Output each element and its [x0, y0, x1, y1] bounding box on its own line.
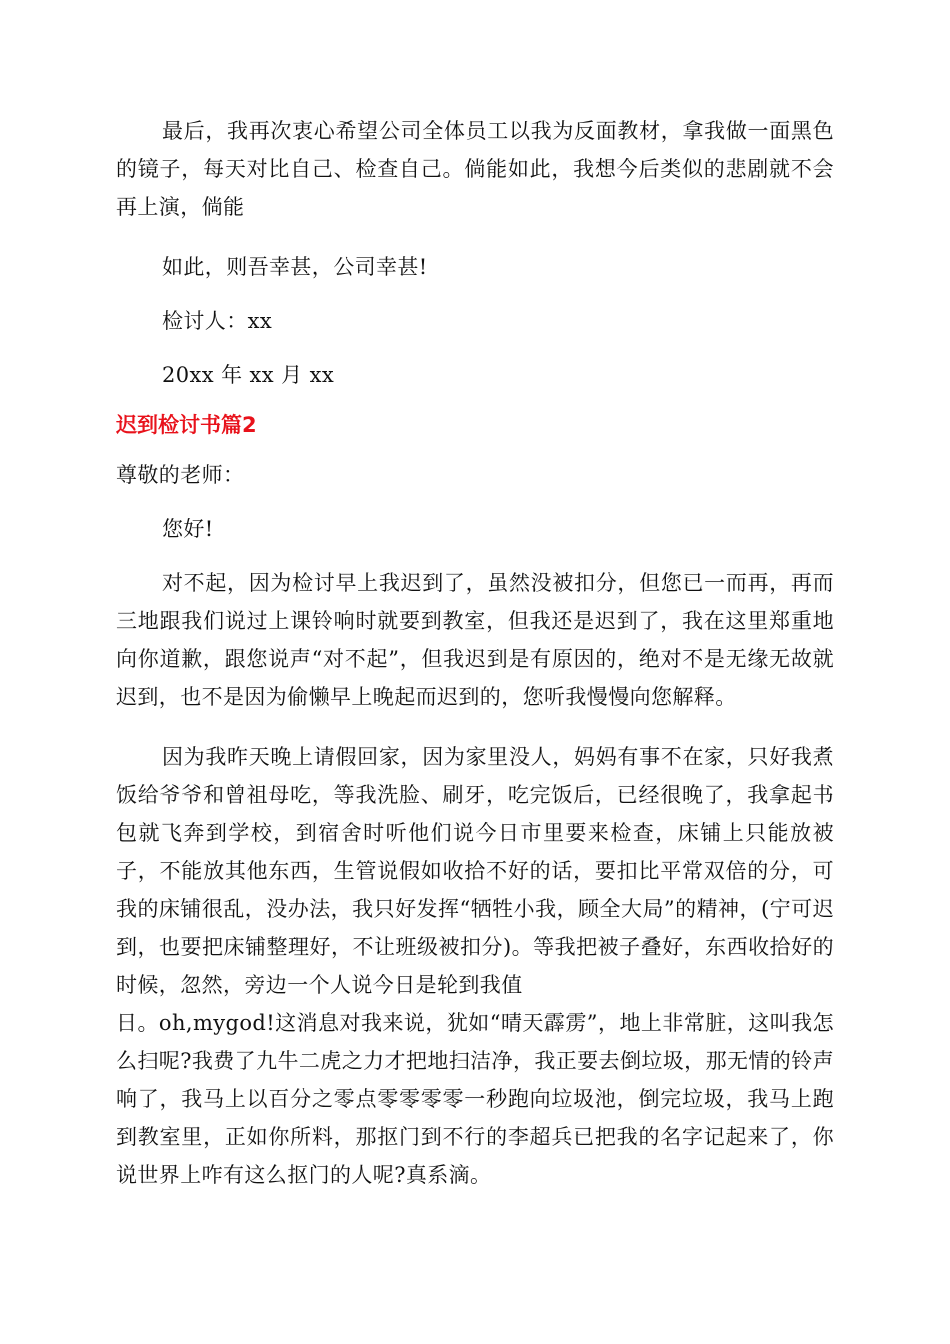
body-paragraph-duty: 日。oh,mygod!这消息对我来说，犹如“晴天霹雳”，地上非常脏，这叫我怎么扫呢?我费了九牛二虎之力才把地扫洁净，我正要去倒垃圾，那无情的铃声响了，我马上以百分之零点零零零零一秒跑向垃圾池，倒完垃圾，我马上跑到教室里，正如你所料，那抠门到不行的李超兵已把我的名字记起来了，你说世界上咋有这么抠门的人呢?真系滴。: [116, 1011, 834, 1187]
body-paragraph-reason: 因为我昨天晚上请假回家，因为家里没人，妈妈有事不在家，只好我煮饭给爷爷和曾祖母吃，等我洗脸、刷牙，吃完饭后，已经很晚了，我拿起书包就飞奔到学校，到宿舍时听他们说今日市里要来检查，床铺上只能放被子，不能放其他东西，生管说假如收拾不好的话，要扣比平常双倍的分，可我的床铺很乱，没办法，我只好发挥“牺牲小我，顾全大局”的精神，(宁可迟到，也要把床铺整理好，不让班级被扣分)。等我把被子叠好，东西收拾好的时候，忽然，旁边一个人说今日是轮到我值: [116, 745, 834, 997]
signatory-line: 检讨人：xx: [162, 309, 273, 333]
salutation: 尊敬的老师：: [116, 463, 245, 487]
document-page: [116, 112, 834, 1194]
date-line: 20xx 年 xx 月 xx: [162, 363, 335, 387]
section-title: 迟到检讨书篇2: [116, 413, 257, 437]
body-paragraph-apology: 对不起，因为检讨早上我迟到了，虽然没被扣分，但您已一而再，再而三地跟我们说过上课铃响时就要到教室，但我还是迟到了，我在这里郑重地向你道歉，跟您说声“对不起”，但我迟到是有原因的，绝对不是无缘无故就迟到，也不是因为偷懒早上晚起而迟到的，您听我慢慢向您解释。: [116, 571, 834, 709]
closing-paragraph-continued: 如此，则吾幸甚，公司幸甚!: [162, 255, 428, 279]
closing-paragraph: 最后，我再次衷心希望公司全体员工以我为反面教材，拿我做一面黑色的镜子，每天对比自己、检查自己。倘能如此，我想今后类似的悲剧就不会再上演，倘能: [116, 119, 834, 219]
greeting: 您好!: [162, 517, 214, 541]
